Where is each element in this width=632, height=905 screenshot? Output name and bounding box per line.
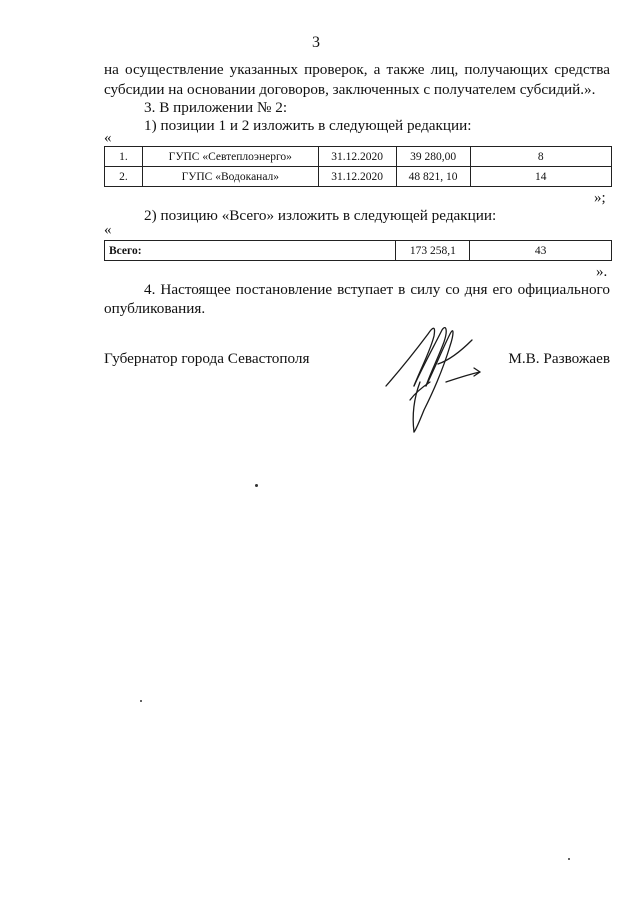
page-number: 3 xyxy=(312,34,320,51)
paragraph-line: на осуществление указанных проверок, а также лиц, получающих средства xyxy=(104,61,610,78)
row-number: 2. xyxy=(105,167,143,187)
opening-quote: « xyxy=(104,222,112,238)
table-row xyxy=(105,241,612,261)
table-row xyxy=(105,147,612,167)
total-amount: 173 258,1 xyxy=(396,241,470,261)
date-cell: 31.12.2020 xyxy=(318,147,396,167)
paragraph-subitem-2: 2) позицию «Всего» изложить в следующей редакции: xyxy=(144,207,497,224)
paragraph-line: субсидии на основании договоров, заключенных с получателем субсидий.». xyxy=(104,81,596,98)
organization-name: ГУПС «Севтеплоэнерго» xyxy=(142,147,318,167)
total-table xyxy=(104,240,612,261)
scan-speck xyxy=(568,858,570,860)
row-number: 1. xyxy=(105,147,143,167)
paragraph-line: опубликования. xyxy=(104,300,206,317)
paragraph-subitem-1: 1) позиции 1 и 2 изложить в следующей редакции: xyxy=(144,117,472,134)
positions-table xyxy=(104,146,612,187)
date-cell: 31.12.2020 xyxy=(318,167,396,187)
paragraph-line: 4. Настоящее постановление вступает в силу со дня его официального xyxy=(144,281,610,298)
signatory-position: Губернатор города Севастополя xyxy=(104,350,310,367)
amount-cell: 39 280,00 xyxy=(396,147,470,167)
closing-quote: »; xyxy=(594,190,606,206)
handwritten-signature xyxy=(380,290,490,440)
total-count: 43 xyxy=(470,241,612,261)
scan-speck xyxy=(140,700,142,702)
signatory-name: М.В. Развожаев xyxy=(508,350,610,367)
count-cell: 8 xyxy=(470,147,611,167)
count-cell: 14 xyxy=(470,167,611,187)
total-label: Всего: xyxy=(105,241,396,261)
table-row xyxy=(105,167,612,187)
scan-speck xyxy=(255,484,258,487)
closing-quote: ». xyxy=(596,264,608,280)
opening-quote: « xyxy=(104,130,112,146)
paragraph-item-3: 3. В приложении № 2: xyxy=(144,99,288,116)
amount-cell: 48 821, 10 xyxy=(396,167,470,187)
organization-name: ГУПС «Водоканал» xyxy=(142,167,318,187)
